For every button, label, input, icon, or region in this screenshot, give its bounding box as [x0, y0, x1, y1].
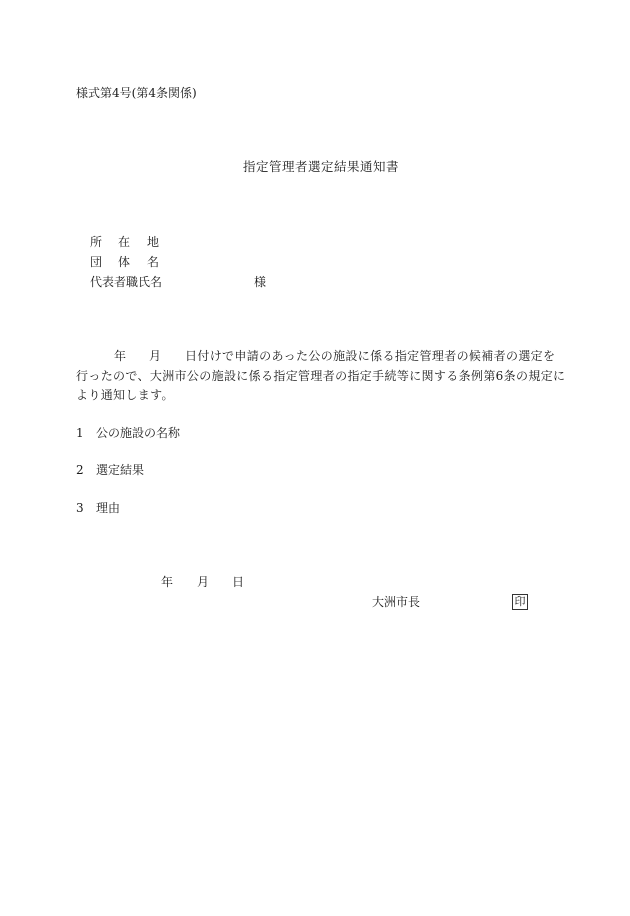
group-label-char: 名 — [147, 255, 160, 269]
group-label-char: 体 — [118, 255, 131, 269]
item-label: 公の施設の名称 — [96, 426, 181, 440]
address-label-char: 在 — [118, 235, 131, 249]
footer-month: 月 — [197, 575, 210, 589]
item-number: 1 — [76, 426, 84, 440]
body-line-1: 日付けで申請のあった公の施設に係る指定管理者の候補者の選定を — [185, 349, 556, 363]
footer-day: 日 — [232, 575, 245, 589]
seal-box: 印 — [512, 594, 528, 610]
item-label: 選定結果 — [96, 463, 145, 477]
body-line-3: より通知します。 — [76, 388, 174, 402]
form-number: 様式第4号(第4条関係) — [76, 86, 197, 100]
address-label-char: 地 — [147, 235, 160, 249]
document-title: 指定管理者選定結果通知書 — [243, 159, 400, 174]
footer-year: 年 — [161, 575, 174, 589]
body-line-2: 行ったので、大洲市公の施設に係る指定管理者の指定手続等に関する条例第6条の規定に — [76, 369, 566, 383]
body-date-month: 月 — [149, 349, 162, 363]
item-label: 理由 — [96, 501, 121, 515]
item-number: 2 — [76, 463, 84, 477]
item-number: 3 — [76, 501, 84, 515]
issuer-name: 大洲市長 — [372, 595, 421, 609]
body-date-year: 年 — [114, 349, 127, 363]
honorific: 様 — [254, 275, 267, 289]
address-label-char: 所 — [90, 235, 103, 249]
group-label-char: 団 — [90, 255, 103, 269]
representative-label: 代表者職氏名 — [90, 275, 163, 289]
